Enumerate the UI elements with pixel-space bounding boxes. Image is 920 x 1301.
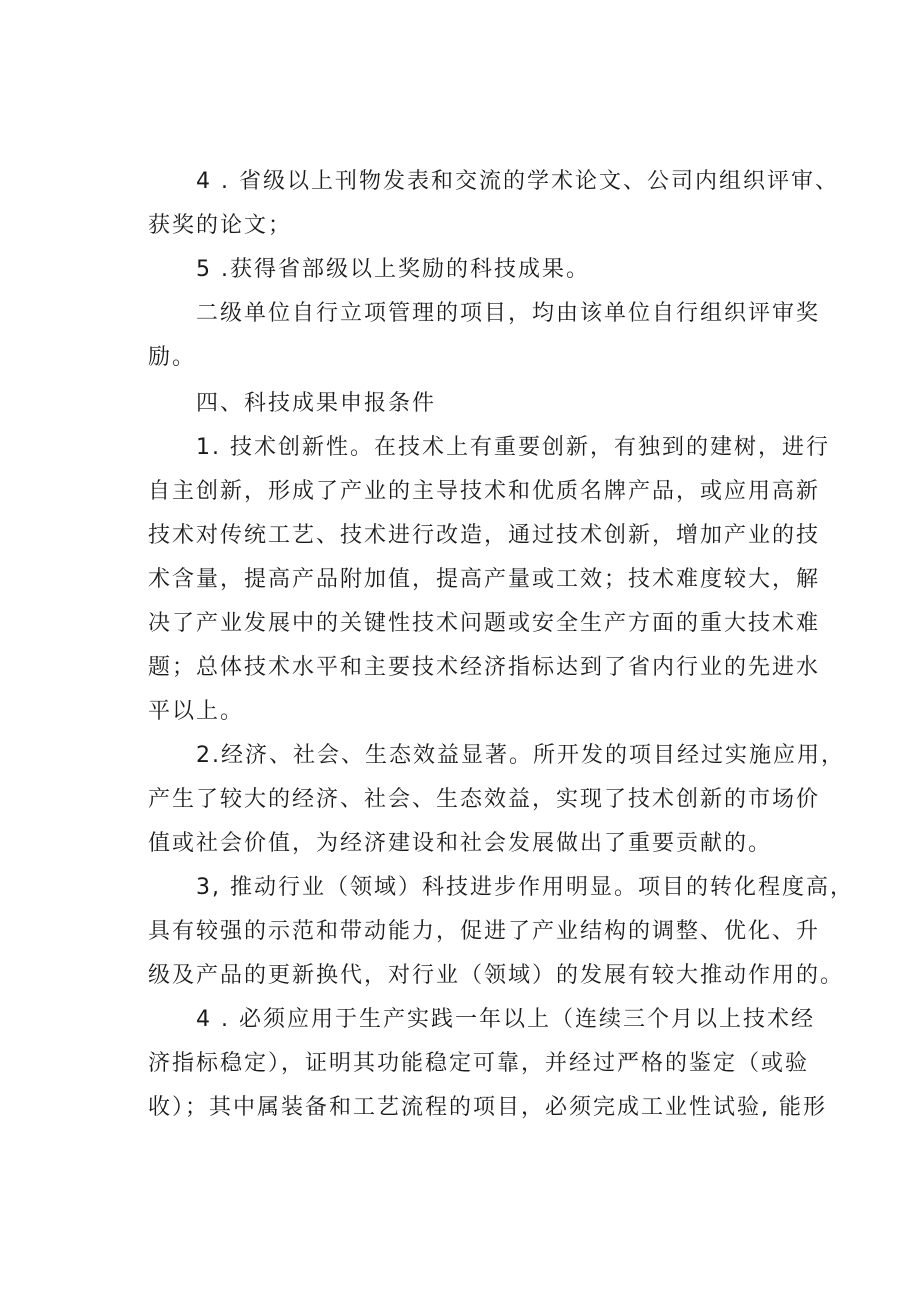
text-line: 2.经济、社会、生态效益显著。所开发的项目经过实施应用， (196, 743, 845, 768)
text-line: 5 .获得省部级以上奖励的科技成果。 (196, 257, 590, 282)
text-line: 决了产业发展中的关键性技术问题或安全生产方面的重大技术难 (148, 611, 821, 636)
text-line: 产生了较大的经济、社会、生态效益，实现了技术创新的市场价 (148, 787, 821, 812)
text-line: 励。 (148, 345, 197, 370)
text-line: 收）；其中属装备和工艺流程的项目，必须完成工业性试验, 能形 (148, 1095, 827, 1120)
section-heading: 四、科技成果申报条件 (196, 391, 437, 416)
text-line: 技术对传统工艺、技术进行改造，通过技术创新，增加产业的技 (148, 523, 821, 548)
text-line: 具有较强的示范和带动能力，促进了产业结构的调整、优化、升 (148, 919, 821, 944)
text-line: 级及产品的更新换代，对行业（领域）的发展有较大推动作用的。 (148, 963, 845, 988)
text-line: 自主创新，形成了产业的主导技术和优质名牌产品，或应用高新 (148, 479, 821, 504)
text-line: 值或社会价值，为经济建设和社会发展做出了重要贡献的。 (148, 831, 773, 856)
text-line: 1. 技术创新性。在技术上有重要创新，有独到的建树，进行 (196, 435, 830, 460)
text-line: 3, 推动行业（领域）科技进步作用明显。项目的转化程度高， (196, 875, 854, 900)
text-line: 题；总体技术水平和主要技术经济指标达到了省内行业的先进水 (148, 655, 821, 680)
text-line: 二级单位自行立项管理的项目，均由该单位自行组织评审奖 (196, 301, 821, 326)
text-line: 济指标稳定），证明其功能稳定可靠，并经过严格的鉴定（或验 (148, 1051, 810, 1076)
text-line: 术含量，提高产品附加值，提高产量或工效；技术难度较大，解 (148, 567, 821, 592)
text-line: 4 . 省级以上刊物发表和交流的学术论文、公司内组织评审、 (196, 169, 839, 194)
text-line: 获奖的论文； (148, 213, 293, 238)
text-line: 4 . 必须应用于生产实践一年以上（连续三个月以上技术经 (196, 1007, 815, 1032)
text-line: 平以上。 (148, 699, 245, 724)
